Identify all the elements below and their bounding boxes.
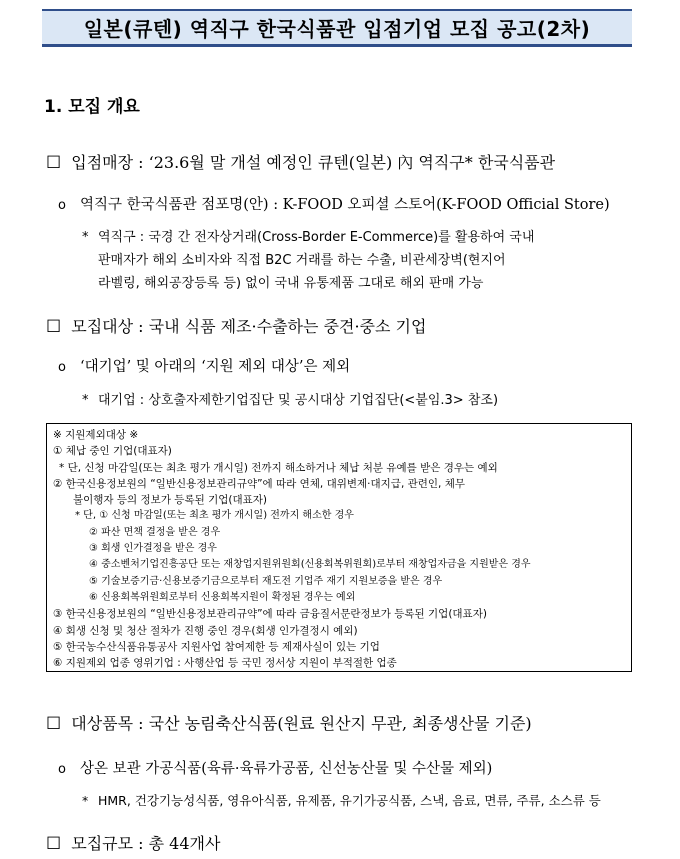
exclusion-heading: ※ 지원제외대상 ※ (53, 429, 139, 441)
exclusion-box (46, 423, 632, 672)
exclusion-line: ④ 회생 신청 및 청산 절차가 진행 중인 경우(회생 인가결정시 예외) (53, 624, 358, 637)
exclusion-line: ③ 한국신용정보원의 “일반신용정보관리규약”에 따라 금융질서문란정보가 등록된 기업(대표자) (53, 608, 487, 621)
exclusion-line: ⑥ 지원제외 업종 영위기업 : 사행산업 등 국민 정서상 지원이 부적절한 업종 (53, 657, 397, 670)
exclude-text: ‘대기업’ 및 아래의 ‘지원 제외 대상’은 제외 (79, 359, 351, 375)
asterisk-icon: * (82, 393, 89, 408)
target-label: 모집대상 : 국내 식품 제조·수출하는 중견·중소 기업 (71, 317, 427, 336)
market-label: 입점매장 : ‘23.6월 말 개설 예정인 큐텐(일본) 內 역직구* 한국식품관 (71, 153, 556, 172)
exclusion-line: ④ 중소벤처기업진흥공단 또는 재창업지원위원회(신용회복위원회)로부터 재창업자금을 지원받은 경우 (89, 559, 531, 571)
scale-item (46, 831, 220, 854)
exclusion-line: * 단, 신청 마감일(또는 최초 평가 개시일) 전까지 해소하거나 체납 처분 유예를 받은 경우는 예외 (59, 461, 498, 474)
products-sub-text: 상온 보관 가공식품(육류·육류가공품, 신선농산물 및 수산물 제외) (79, 761, 493, 777)
market-note (82, 226, 534, 295)
exclusion-line: ⑤ 한국농수산식품유통공사 지원사업 참여제한 등 제재사실이 있는 기업 (53, 640, 380, 653)
exclusion-line: * 단, ① 신청 마감일(또는 최초 평가 개시일) 전까지 해소한 경우 (75, 510, 354, 522)
exclusion-line: ③ 회생 인가결정을 받은 경우 (89, 543, 217, 555)
circle-bullet-icon: o (58, 198, 66, 213)
checkbox-square-icon: ☐ (46, 153, 62, 173)
market-note-line: 역직구 : 국경 간 전자상거래(Cross-Border E-Commerce)를 활용하여 국내 (98, 230, 535, 245)
store-name-item (58, 193, 610, 214)
products-note-text: HMR, 건강기능성식품, 영유아식품, 유제품, 유기가공식품, 스낵, 음료, 면류, 주류, 소스류 등 (98, 793, 601, 808)
products-note (82, 789, 601, 812)
exclusion-line: ② 파산 면책 결정을 받은 경우 (89, 526, 221, 538)
section-heading: 1. 모집 개요 (44, 97, 140, 117)
checkbox-square-icon: ☐ (46, 714, 62, 734)
exclude-item (58, 355, 350, 376)
target-item (46, 314, 426, 337)
products-item (46, 711, 532, 734)
market-note-line: 라벨링, 해외공장등록 등) 없이 국내 유통제품 그대로 해외 판매 가능 (98, 276, 484, 291)
products-sub-item (58, 757, 492, 778)
exclusion-line: 불이행자 등의 정보가 등록된 기업(대표자) (73, 494, 267, 507)
exclusion-line: ⑤ 기술보증기금·신용보증기금으로부터 재도전 기업주 재기 지원보증을 받은 경우 (89, 575, 443, 587)
exclusion-line: ⑥ 신용회복위원회로부터 신용회복지원이 확정된 경우는 예외 (89, 591, 356, 603)
store-name-text: 역직구 한국식품관 점포명(안) : K-FOOD 오피셜 스토어(K-FOOD Official Store) (79, 197, 610, 213)
page-title: 일본(큐텐) 역직구 한국식품관 입점기업 모집 공고(2차) (42, 9, 632, 47)
scale-label: 모집규모 : 총 44개사 (71, 834, 221, 853)
circle-bullet-icon: o (58, 360, 66, 375)
circle-bullet-icon: o (58, 762, 66, 777)
exclusion-line: ① 체납 중인 기업(대표자) (53, 445, 172, 458)
products-label: 대상품목 : 국산 농림축산식품(원료 원산지 무관, 최종생산물 기준) (71, 714, 532, 733)
market-item (46, 150, 555, 173)
target-note-text: 대기업 : 상호출자제한기업집단 및 공시대상 기업집단(<붙임.3> 참조) (98, 393, 499, 408)
exclusion-line: ② 한국신용정보원의 “일반신용정보관리규약”에 따라 연체, 대위변제·대지급, 관련인, 체무 (53, 477, 466, 490)
market-note-line: 판매자가 해외 소비자와 직접 B2C 거래를 하는 수출, 비관세장벽(현지어 (98, 253, 506, 268)
checkbox-square-icon: ☐ (46, 834, 62, 854)
checkbox-square-icon: ☐ (46, 317, 62, 337)
target-note (82, 389, 498, 412)
asterisk-icon: * (82, 793, 89, 808)
asterisk-icon: * (82, 230, 89, 245)
